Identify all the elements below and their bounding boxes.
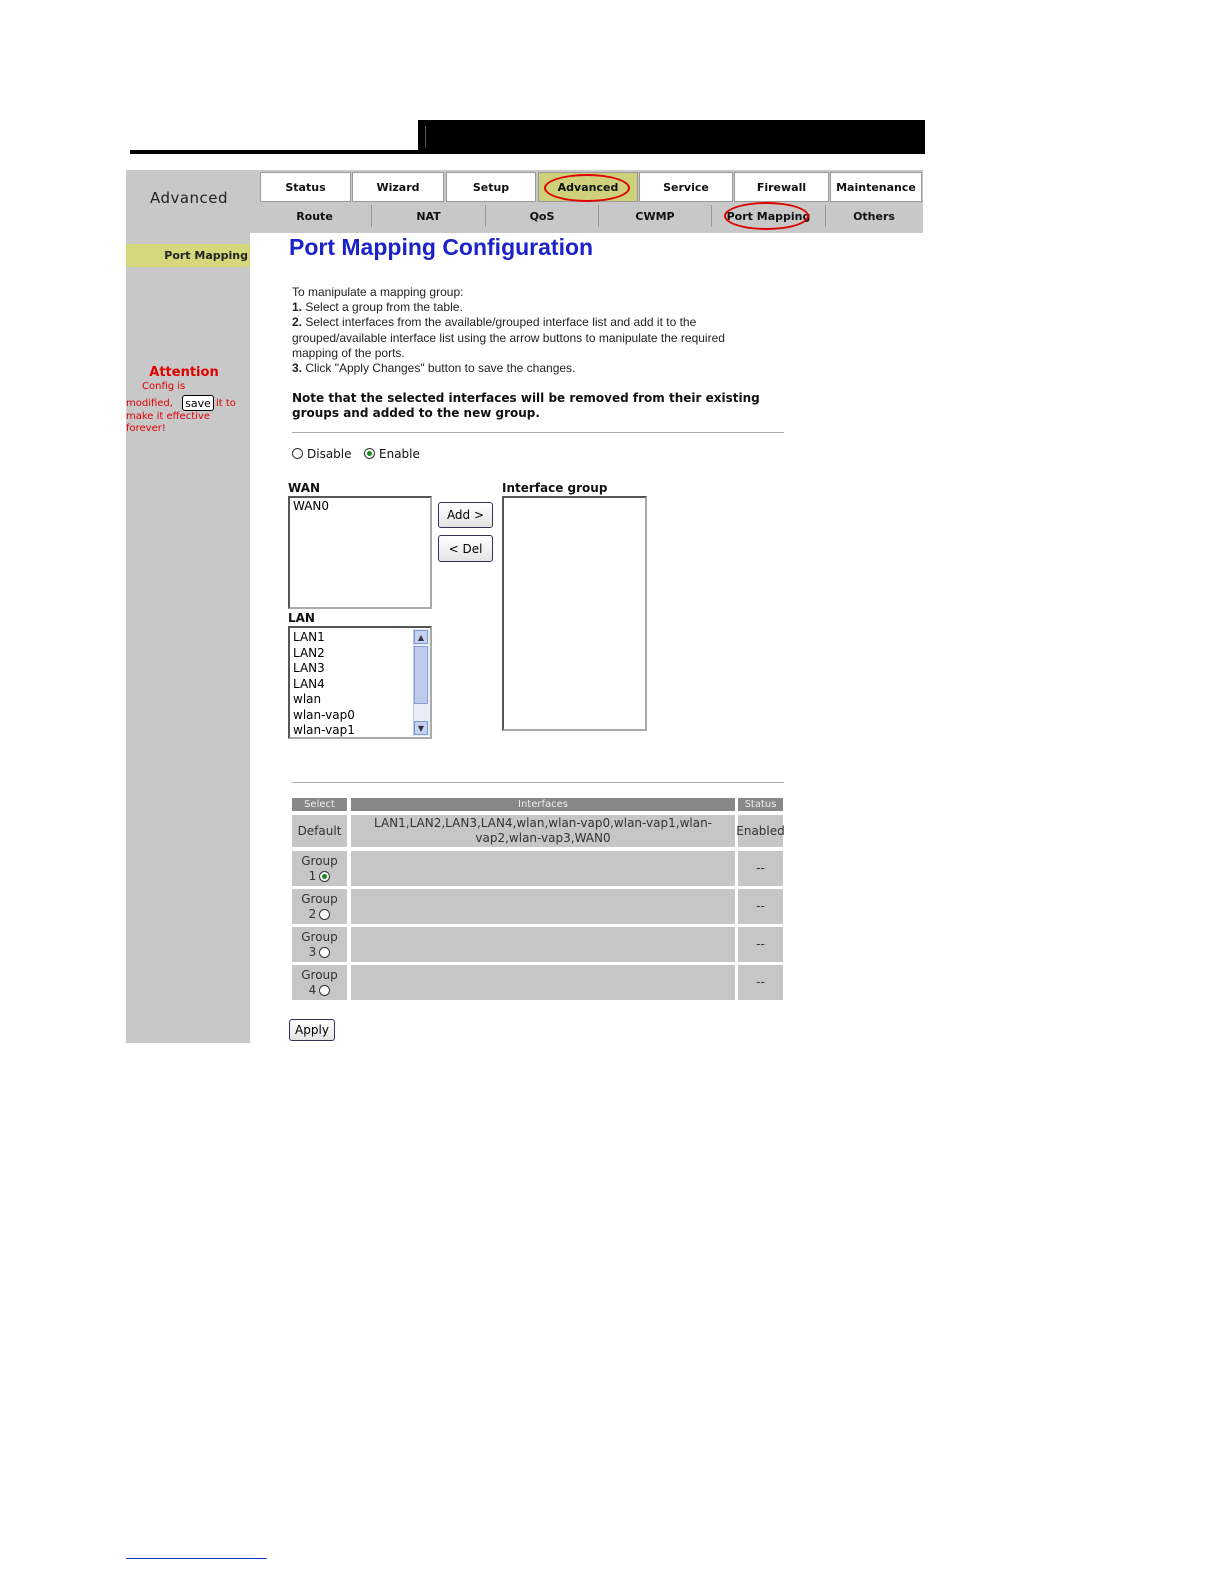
group-3-interfaces — [351, 927, 735, 962]
header-bar — [418, 120, 925, 154]
interface-group-listbox[interactable] — [502, 496, 647, 731]
subtab-others[interactable]: Others — [853, 209, 895, 223]
scroll-down-icon[interactable]: ▼ — [414, 721, 428, 735]
group-number: 2 — [308, 906, 317, 921]
lan-list-item[interactable]: LAN3 — [293, 661, 325, 675]
group-1-select — [292, 851, 347, 886]
attention-text-3: it to — [216, 398, 236, 409]
section-brand: Advanced — [149, 189, 229, 207]
enable-label: Enable — [379, 447, 420, 461]
group-label: Group — [301, 853, 338, 868]
default-row-status: Enabled — [738, 815, 783, 847]
lan-list-item[interactable]: LAN2 — [293, 645, 325, 660]
group-3-status: -- — [738, 927, 783, 962]
header-rule — [130, 150, 420, 154]
divider — [292, 782, 784, 783]
subtab-cwmp[interactable]: CWMP — [599, 205, 712, 227]
tab-firewall[interactable]: Firewall — [734, 172, 829, 202]
tab-service[interactable]: Service — [639, 172, 733, 202]
attention-text-1: Config is — [142, 381, 186, 392]
group-4-interfaces — [351, 965, 735, 1000]
instruction-step-3: 3. Click "Apply Changes" button to save the changes. — [292, 361, 576, 375]
col-header-status: Status — [738, 798, 783, 811]
group-4-radio[interactable] — [319, 985, 330, 996]
col-header-select: Select — [292, 798, 347, 811]
group-1-radio[interactable] — [319, 871, 330, 882]
disable-radio[interactable] — [292, 448, 303, 459]
tab-maintenance[interactable]: Maintenance — [830, 172, 922, 202]
group-2-select — [292, 889, 347, 924]
selection-note: Note that the selected interfaces will be removed from their existing groups and added to the new group. — [292, 391, 760, 420]
instruction-step-1: 1. Select a group from the table. — [292, 300, 463, 314]
group-2-radio[interactable] — [319, 909, 330, 920]
group-3-radio[interactable] — [319, 947, 330, 958]
scroll-thumb[interactable] — [414, 646, 428, 704]
tab-status[interactable]: Status — [260, 172, 351, 202]
group-2-interfaces — [351, 889, 735, 924]
subtab-route[interactable]: Route — [258, 205, 372, 227]
tab-wizard[interactable]: Wizard — [352, 172, 444, 202]
tab-advanced[interactable]: Advanced — [538, 172, 638, 202]
save-button[interactable]: save — [182, 395, 214, 411]
scroll-up-icon[interactable]: ▲ — [414, 630, 428, 644]
instruction-step-2: 2. Select interfaces from the available/grouped interface list and add it to the — [292, 315, 697, 329]
col-header-interfaces: Interfaces — [351, 798, 735, 811]
default-row-select: Default — [292, 815, 347, 847]
group-4-select — [292, 965, 347, 1000]
lan-list-item[interactable]: LAN1 — [293, 630, 325, 644]
enable-radio[interactable] — [364, 448, 375, 459]
group-number: 3 — [308, 944, 317, 959]
group-3-select — [292, 927, 347, 962]
subtab-qos[interactable]: QoS — [486, 205, 599, 227]
default-row-interfaces: LAN1,LAN2,LAN3,LAN4,wlan,wlan-vap0,wlan-vap1,wlan-vap2,wlan-vap3,WAN0 — [351, 815, 735, 847]
wan-listbox[interactable] — [288, 496, 432, 609]
attention-title: Attention — [149, 365, 219, 380]
instruction-step-2-cont2: mapping of the ports. — [292, 346, 405, 360]
group-label: Group — [301, 891, 338, 906]
lan-list-item[interactable]: wlan-vap0 — [293, 707, 355, 722]
del-button[interactable]: < Del — [438, 535, 493, 562]
tab-setup[interactable]: Setup — [446, 172, 536, 202]
wan-label: WAN — [288, 481, 321, 495]
group-label: Group — [301, 929, 338, 944]
group-number: 1 — [308, 868, 317, 883]
group-2-status: -- — [738, 889, 783, 924]
apply-button[interactable]: Apply — [289, 1019, 335, 1041]
group-number: 4 — [308, 982, 317, 997]
group-4-status: -- — [738, 965, 783, 1000]
footnote-rule — [126, 1558, 267, 1559]
divider — [292, 432, 784, 433]
lan-label: LAN — [288, 611, 315, 625]
lan-list-item[interactable]: wlan-vap1 — [293, 723, 355, 737]
group-1-status: -- — [738, 851, 783, 886]
subtab-nat[interactable]: NAT — [372, 205, 486, 227]
subtab-port-mapping[interactable]: Port Mapping — [712, 205, 826, 227]
instructions-intro: To manipulate a mapping group: — [292, 285, 464, 299]
add-button[interactable]: Add > — [438, 502, 493, 528]
interface-group-label: Interface group — [502, 481, 608, 495]
page-title: Port Mapping Configuration — [289, 234, 594, 260]
disable-label: Disable — [307, 447, 352, 461]
attention-text-4: make it effective — [126, 411, 210, 422]
lan-listbox[interactable] — [288, 626, 432, 739]
group-1-interfaces — [351, 851, 735, 886]
attention-text-2: modified, — [126, 398, 173, 409]
group-label: Group — [301, 967, 338, 982]
lan-list-item[interactable]: LAN4 — [293, 676, 325, 691]
lan-list-item[interactable]: wlan — [293, 692, 322, 706]
wan-list-item[interactable]: WAN0 — [293, 499, 330, 513]
attention-text-5: forever! — [126, 423, 166, 434]
header-divider — [425, 126, 426, 148]
sidebar-item-port-mapping[interactable]: Port Mapping — [126, 244, 250, 267]
instruction-step-2-cont: grouped/available interface list using the arrow buttons to manipulate the required — [292, 331, 725, 345]
